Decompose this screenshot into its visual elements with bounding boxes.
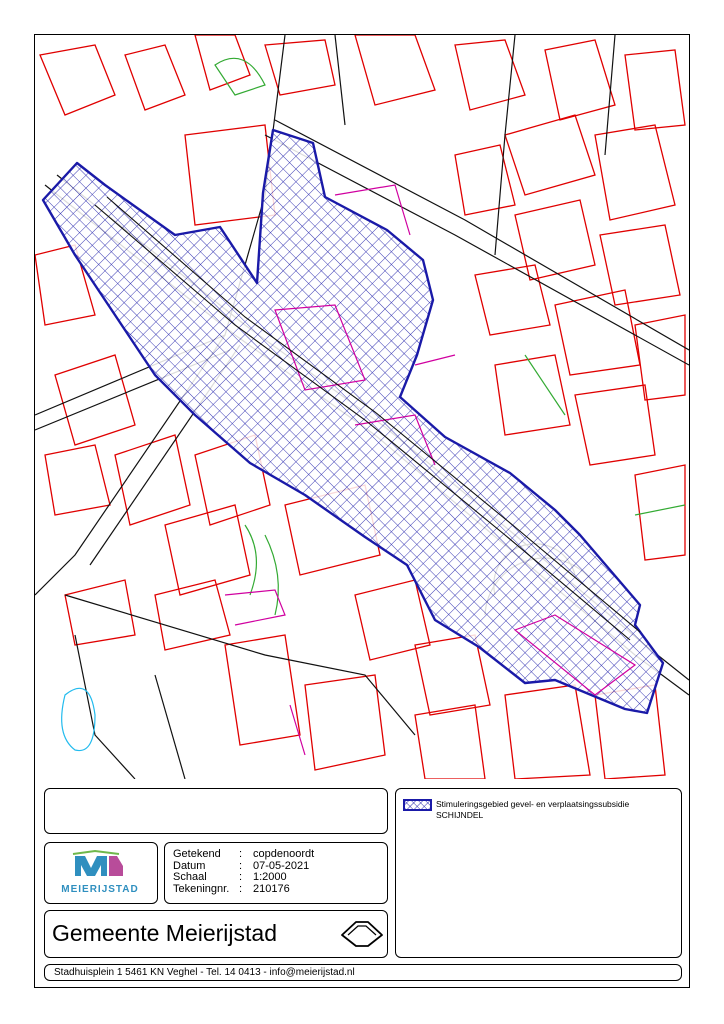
cadastral-map[interactable] [35, 35, 689, 779]
info-separator: : [239, 859, 243, 872]
info-row-scale [173, 872, 314, 884]
legend-panel [395, 788, 682, 958]
empty-panel [44, 788, 388, 834]
legend-line-2: SCHIJNDEL [436, 810, 484, 820]
info-label: Datum [173, 859, 206, 872]
info-separator: : [239, 848, 243, 860]
organization-title: Gemeente Meierijstad [52, 920, 277, 946]
north-arrow-icon [340, 919, 384, 949]
drawing-info [173, 849, 314, 895]
meierijstad-logo-icon [51, 848, 149, 896]
info-row-drawn-by [173, 849, 314, 861]
info-label: Tekeningnr. [173, 882, 230, 895]
footer-panel [44, 964, 682, 981]
info-value: copdenoordt [253, 848, 315, 860]
drawing-info-panel [164, 842, 388, 904]
info-label: Schaal [173, 871, 207, 883]
logo-text: MEIERIJSTAD [61, 884, 139, 895]
footer-address: Stadhuisplein 1 5461 KN Veghel - Tel. 14 0413 - info@meierijstad.nl [54, 967, 355, 978]
info-row-drawing-number [173, 884, 314, 896]
info-separator: : [239, 882, 243, 895]
info-value: 1:2000 [253, 871, 287, 883]
legend-hatch-swatch [403, 799, 432, 811]
legend-line-1: Stimuleringsgebied gevel- en verplaatsingssubsidie [436, 799, 630, 809]
info-separator: : [239, 871, 243, 883]
legend-label [436, 799, 629, 821]
map-canvas [35, 35, 689, 779]
info-value: 210176 [253, 882, 290, 895]
info-label: Getekend [173, 848, 221, 860]
logo-panel [44, 842, 158, 904]
title-panel [44, 910, 388, 958]
info-value: 07-05-2021 [253, 859, 310, 872]
